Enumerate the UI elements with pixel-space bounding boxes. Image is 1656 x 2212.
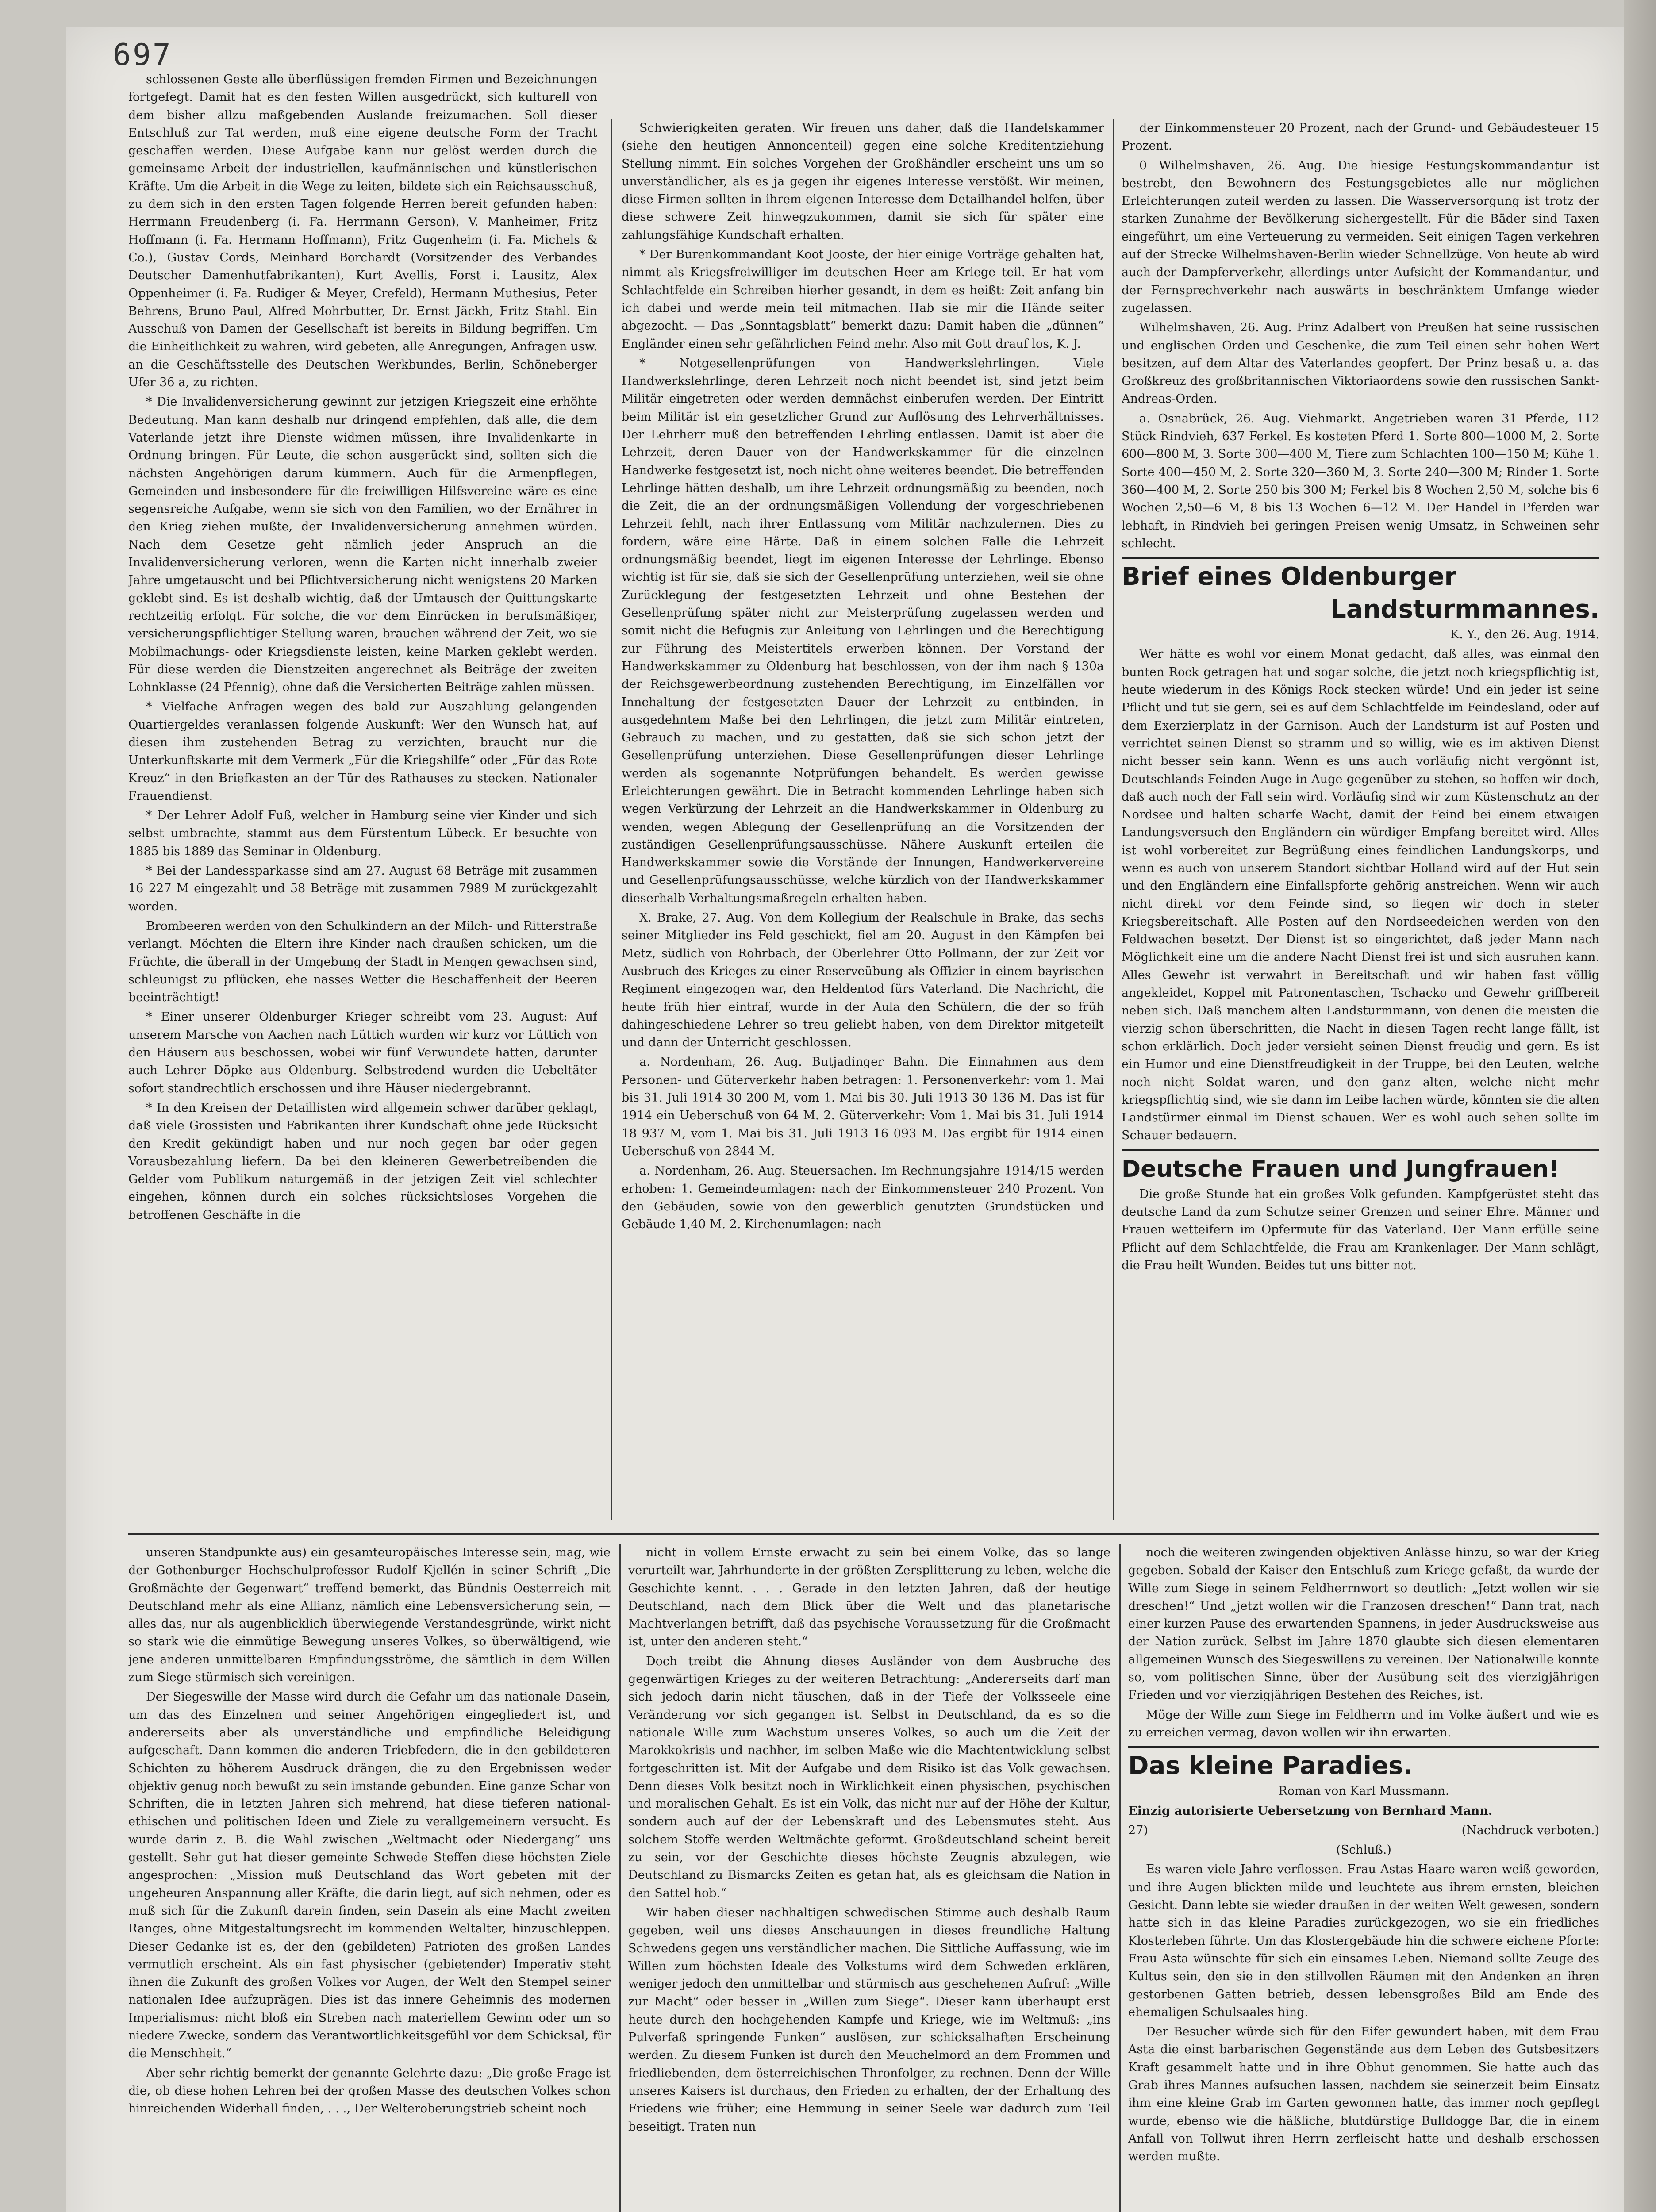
upper-column-3 [1122, 119, 1599, 1522]
article-paragraph: Der Besucher würde sich für den Eifer gewundert haben, mit dem Frau Asta die einst barbarischen Gegenstände aus dem Leben des Gutsbesitzers Kraft gesammelt hatte und in ihre Obhut genommen. Sie hatte auch das Grab ihres Mannes aufsuchen lassen, nachdem sie seinerzeit beim Einsatz ihm eine kleine Grab im Garten gewonnen hatte, das immer noch gepflegt wurde, ebenso wie die häßliche, blutdürstige Bulldogge Bar, die in einem Anfall von Tollwut ihren Herrn zerfleischt hatte und deshalb erschossen werden mußte. [1128, 2025, 1599, 2164]
brief-title-2: Landsturmmannes. [1330, 595, 1599, 624]
lower-column-2 [628, 1544, 1110, 2212]
section-rule [1122, 1149, 1599, 1151]
column-rule [619, 1544, 621, 2212]
article-paragraph: Wir haben dieser nachhaltigen schwedischen Stimme auch deshalb Raum gegeben, weil uns dieses Anschauungen in dieses freundliche Haltung Schwedens gegen uns verständlicher machen. Die Sittliche Auffassung, wie im Willen zum höchsten Ideale des Volkstums wird dem Schweden erklären, weniger jedoch den unmittelbar und stürmisch aus geschehenen Aufruf: „Wille zur Macht“ oder besser in „Willen zum Siege“. Dieser kann überhaupt erst heute durch den hochgehenden Kampfe und Kriege, wie im Weltmuß: „ins Pulverfaß springende Funken“ auslösen, zur schicksalhaften Erscheinung werden. Zu diesem Funken ist durch den Meuchelmord an dem Frommen und friedliebenden, dem österreichischen Thronfolger, zu rechnen. Denn der Wille unseres Kaisers ist durchaus, den Frieden zu erhalten, der der Erhaltung des Friedens wie früher; eine Hemmung in seiner Seele war dadurch zum Teil beseitigt. Traten nun [628, 1905, 1110, 2134]
column-rule [1113, 119, 1114, 1520]
brief-dateline: K. Y., den 26. Aug. 1914. [1450, 628, 1599, 642]
article-paragraph: Schwierigkeiten geraten. Wir freuen uns daher, daß die Handelskammer (siehe den heutigen Annoncenteil) gegen eine solche Kreditentziehung Stellung nimmt. Ein solches Vorgehen der Großhändler erscheint uns um so unverständlicher, als es ja gegen ihr eigenes Interesse verstößt. Wir meinen, diese Firmen sollten in ihrem eigenen Interesse dem Detailhandel helfen, über diese schwere Zeit hinwegzukommen, damit sie sich für später eine zahlungsfähige Kundschaft erhalten. [622, 121, 1104, 242]
novel-title: Das kleine Paradies. [1128, 1751, 1413, 1781]
article-paragraph: Aber sehr richtig bemerkt der genannte Gelehrte dazu: „Die große Frage ist die, ob diese hohen Lehren bei der großen Masse des deutschen Volkes schon hinreichenden Widerhall finden, . . ., Der Welteroberungstrieb scheint noch [128, 2066, 611, 2116]
section-rule [1128, 1746, 1599, 1748]
article-paragraph: * In den Kreisen der Detaillisten wird allgemein schwer darüber geklagt, daß viele Grossisten und Fabrikanten ihrer Kundschaft ohne jede Rücksicht den Kredit gekündigt haben und nur noch gegen bar oder gegen Vorausbezahlung liefern. Da bei den kleineren Gewerbetreibenden die Gelder vom Publikum naturgemäß in der jetzigen Zeit viel schlechter eingehen, können durch ein solches rücksichtsloses Vorgehen die betroffenen Geschäfte in die [128, 1101, 597, 1222]
page-edge [1624, 0, 1656, 2212]
novel-meta [1128, 1822, 1599, 1839]
article-paragraph: Der Siegeswille der Masse wird durch die Gefahr um das nationale Dasein, um das des Einzelnen und seiner Angehörigen eingegliedert ist, und andererseits aber als unverständliche und empfindliche Beleidigung aufgeschaft. Dann kommen die anderen Triebfedern, die in den gebildeteren Schichten zu höherem Ausdruck drängen, die zu den Ergebnissen weder objektiv genug noch bewußt zu sein imstande gebunden. Eine ganze Schar von Schriften, die in letzten Jahren sich mehrend, hat diese tieferen national-ethischen und politischen Ideen und Ziele zu verallgemeinern versucht. Es wurde darin z. B. die Wahl zwischen „Weltmacht oder Niedergang“ uns gestellt. Sehr gut hat dieser gemeinte Schwede Steffen diese höchsten Ziele angesprochen: „Mission muß Deutschland das Wort gebeten mit der ungeheuren Anspannung aller Kräfte, die darin liegt, auf sich nehmen, oder es muß sich für die Zukunft darein finden, sein Dasein als eine Macht zweiten Ranges, ohne Mitgestaltungsrecht im kommenden Weltalter, hinzuschleppen. Dieser Gedanke ist es, der den (gebildeten) Patrioten des großen Landes vermutlich erscheint. Als ein fast physischer (gebietender) Imperativ steht ihnen die Zukunft des großen Volkes vor Augen, der Welt den Stempel seiner nationalen Idee aufzuprägen. Dies ist das innere Geheimnis des modernen Imperialismus: nicht bloß ein Streben nach materiellem Gewinn oder um so niedere Zwecke, sondern das Verantwortlichkeitsgefühl vor dem Schicksal, für die Menschheit.“ [128, 1690, 611, 2061]
article-paragraph: X. Brake, 27. Aug. Von dem Kollegium der Realschule in Brake, das sechs seiner Mitglieder ins Feld geschickt, fiel am 20. August in den Kämpfen bei Metz, südlich von Rohrbach, der Oberlehrer Otto Pollmann, der zur Zeit vor Ausbruch des Krieges zu einer Reserveübung als Offizier in einem bayrischen Regiment eingezogen war, den Heldentod fürs Vaterland. Die Nachricht, die heute früh hier eintraf, wurde in der Aula den Schülern, die der so früh dahingeschiedene Lehrer so treu geliebt haben, von dem Direktor mitgeteilt und dann der Unterricht geschlossen. [622, 911, 1104, 1050]
article-paragraph: Wilhelmshaven, 26. Aug. Prinz Adalbert von Preußen hat seine russischen und englischen Orden und Geschenke, die zum Teil einen sehr hohen Wert besitzen, auf dem Altar des Vaterlandes geopfert. Der Prinz besaß u. a. das Großkreuz des großbritannischen Viktoriaordens sowie den russischen Sankt-Andreas-Orden. [1122, 321, 1599, 406]
section-rule [1122, 557, 1599, 559]
novel-subtitle: Roman von Karl Mussmann. [1278, 1784, 1449, 1798]
article-paragraph: Möge der Wille zum Siege im Feldherrn und im Volke äußert und wie es zu erreichen vermag, davon wollen wir ihn erwarten. [1128, 1708, 1599, 1740]
article-paragraph: a. Nordenham, 26. Aug. Butjadinger Bahn. Die Einnahmen aus dem Personen- und Güterverkehr haben betragen: 1. Personenverkehr: vom 1. Mai bis 31. Juli 1914 30 200 M, vom 1. Mai bis 30. Juli 1913 30 136 M. Das ist für 1914 ein Ueberschuß von 64 M. 2. Güterverkehr: Vom 1. Mai bis 31. Juli 1914 18 937 M, vom 1. Mai bis 31. Juli 1913 16 093 M. Das ergibt für 1914 einen Ueberschuß von 2844 M. [622, 1055, 1104, 1158]
lower-column-3 [1128, 1544, 1599, 2212]
brief-title: Brief eines Oldenburger [1122, 562, 1457, 591]
upper-column-2 [622, 119, 1104, 1522]
article-paragraph: 0 Wilhelmshaven, 26. Aug. Die hiesige Festungskommandantur ist bestrebt, den Bewohnern des Festungsgebietes alle nur möglichen Erleichterungen zuteil werden zu lassen. Die Wasserversorgung ist trotz der starken Zunahme der Bevölkerung sichergestellt. Für die Bäder sind Taxen eingeführt, um eine Verteuerung zu vermeiden. Seit einigen Tagen verkehren auf der Strecke Wilhelmshaven-Berlin wieder Schnellzüge. Von heute ab wird auch der Dampferverkehr, allerdings unter Aufsicht der Kommandantur, und der Fernsprechverkehr nach auswärts in beschränktem Umfange wieder zugelassen. [1122, 158, 1599, 315]
column-rule [611, 119, 612, 1520]
article-paragraph: * Einer unserer Oldenburger Krieger schreibt vom 23. August: Auf unserem Marsche von Aachen nach Lüttich wurden wir kurz vor Lüttich von den Häusern aus beschossen, wobei wir fünf Verwundete hatten, darunter auch Lehrer Döpke aus Oldenburg. Selbstredend wurden die Uebeltäter sofort standrechtlich erschossen und ihre Häuser niedergebrannt. [128, 1010, 597, 1095]
article-paragraph: noch die weiteren zwingenden objektiven Anlässe hinzu, so war der Krieg gegeben. Sobald der Kaiser den Entschluß zum Kriege gefaßt, da wurde der Wille zum Siege in seinem Feldherrnwort so deutlich: „Jetzt wollen wir sie dreschen!“ Und „jetzt wollen wir die Franzosen dreschen!“ Dann trat, nach einer kurzen Pause des erwartenden Spannens, in jeder Ausdrucksweise aus der Nation zurück. Selbst im Jahre 1870 glaubte sich diesen elementaren allgemeinen Wunsch des Siegeswillens zu vereinen. Der Nationalwille konnte so, vom politischen Sinne, über der Ausübung seit des vierzigjährigen Frieden und vor vierzigjährigen Bestehen des Reiches, ist. [1128, 1546, 1599, 1702]
lower-column-1 [128, 1544, 611, 2212]
article-paragraph: * Notgesellenprüfungen von Handwerkslehrlingen. Viele Handwerkslehrlinge, deren Lehrzeit noch nicht beendet ist, sind jetzt beim Militär eingetreten oder werden demnächst einberufen werden. Der Eintritt beim Militär ist ein gesetzlicher Grund zur Auflösung des Lehrverhältnisses. Der Lehrherr muß den betreffenden Lehrling entlassen. Damit ist aber die Lehrzeit, deren Dauer von der Handwerkskammer für die einzelnen Handwerke festgesetzt ist, noch nicht ohne weiteres beendet. Die betreffenden Lehrlinge hätten deshalb, um ihre Lehrzeit ordnungsmäßig zu beenden, noch die Zeit, die an der ordnungsmäßigen Vollendung der vorgeschriebenen Lehrzeit fehlt, nach ihrer Entlassung vom Militär nachzulernen. Dies zu fordern, wäre eine Härte. Daß in einem solchen Falle die Lehrzeit ordnungsmäßig beendet, liegt im eigenen Interesse der Lehrlinge. Ebenso wichtig ist für sie, daß sie sich der Gesellenprüfung unterziehen, weil sie ohne Zurücklegung der festgesetzten Lehrzeit und ohne Bestehen der Gesellenprüfung später nicht zur Meisterprüfung zugelassen werden und somit nicht die Befugnis zur Anleitung von Lehrlingen und die Berechtigung zur Führung des Meistertitels erwerben können. Der Vorstand der Handwerkskammer zu Oldenburg hat beschlossen, von der ihm nach § 130a der Reichsgewerbeordnung zustehenden Berechtigung, im Einzelfällen vor Innehaltung der festgesetzten Dauer der Lehrzeit zu entbinden, in ausgedehntem Maße bei den Lehrlingen, die jetzt zum Militär eintreten, Gebrauch zu machen, und zu gestatten, daß sie sich schon jetzt der Gesellenprüfung unterziehen. Diese Gesellenprüfungen dieser Lehrlinge werden als sogenannte Notprüfungen behandelt. Es werden gewisse Erleichterungen gewährt. Die in Betracht kommenden Lehrlinge haben sich wegen Verkürzung der Lehrzeit an die Handwerkskammer in Oldenburg zu wenden, wegen Ablegung der Gesellenprüfung an die Vorsitzenden der zuständigen Gesellenprüfungsausschüsse. Nähere Auskunft erteilen die Handwerkskammer sowie die Vorstände der Innungen, Handwerkervereine und Gesellenprüfungsausschüsse, welche kürzlich von der Handwerkskammer dieserhalb Verhaltungsmaßregeln erhalten haben. [622, 356, 1104, 905]
frauen-text: Die große Stunde hat ein großes Volk gefunden. Kampfgerüstet steht das deutsche Land da zum Schutze seiner Grenzen und seiner Ehre. Männer und Frauen wetteifern im Opfermute für das Vaterland. Der Mann erfülle seine Pflicht auf dem Schlachtfelde, die Frau am Krankenlager. Der Mann schlägt, die Frau heilt Wunden. Beides tut uns bitter not. [1122, 1187, 1599, 1272]
article-paragraph: Wer hätte es wohl vor einem Monat gedacht, daß alles, was einmal den bunten Rock getragen hat und sogar solche, die jetzt noch kriegspflichtig ist, heute wiederum in des Königs Rock stecken würde! Und ein jeder ist seine Pflicht und tut sie gern, sei es auf dem Schlachtfelde im Feindesland, oder auf dem Exerzierplatz in der Garnison. Auch der Landsturm ist auf Posten und verrichtet seinen Dienst so stramm und so willig, wie es im aktiven Dienst nicht besser sein kann. Wenn es uns auch vorläufig nicht vergönnt ist, Deutschlands Feinden Auge in Auge gegenüber zu stehen, so hoffen wir doch, daß auch noch der Fall sein wird. Vorläufig sind wir zum Küstenschutz an der Nordsee und halten scharfe Wacht, damit der Feind bei einem etwaigen Landungsversuch den Engländern ein würdiger Empfang bereitet wird. Alles ist wohl vorbereitet zur Begrüßung eines feindlichen Landungskorps, und wenn es auch von unserem Standort sichtbar Holland wird auf der Hut sein und den Engländern eine Einfallspforte gehörig anstreichen. Wenn wir auch nicht direkt vor dem Feinde sind, so liegen wir doch in steter Kriegsbereitschaft. Alle Posten auf den Nordseedeichen werden von den Feldwachen besetzt. Der Dienst ist so eingerichtet, daß jeder Mann nach Möglichkeit eine um die andere Nacht Dienst frei ist und sich ausruhen kann. Alles Gewehr ist verwahrt in Bereitschaft und wir haben fast völlig angekleidet, Koppel mit Patronentaschen, Tschacko und Gewehr griffbereit neben sich. Daß manchem alten Landsturmmann, von denen die meisten die vierzig schon überschritten, die Nacht in diesen Tagen recht lange fällt, ist schon erklärlich. Doch jeder versieht seinen Dienst freudig und gern. Es ist ein Humor und eine Dienstfreudigkeit in der Truppe, bei den Leuten, welche noch nicht Soldat waren, und den ganz alten, welche nicht mehr kriegspflichtig sind, wie sie dann im Leibe lachen würde, könnten sie die alten Landstürmer einmal im Dienst schauen. Wer es wohl auch sehen sollte im Schauer bedauern. [1122, 647, 1599, 1143]
column-rule [1119, 1544, 1121, 2212]
upper-column-1 [128, 71, 597, 1522]
novel-translator: Einzig autorisierte Uebersetzung von Bernhard Mann. [1128, 1804, 1493, 1818]
article-paragraph: * Die Invalidenversicherung gewinnt zur jetzigen Kriegszeit eine erhöhte Bedeutung. Man kann deshalb nur dringend empfehlen, daß alle, die dem Vaterlande jetzt ihre Dienste widmen müssen, ihre Invalidenkarte in Ordnung bringen. Für Leute, die schon ausgerückt sind, sollten sich die nächsten Angehörigen darum kümmern. Auch für die Armenpflegen, Gemeinden und insbesondere für die freiwilligen Hilfsvereine wäre es eine segensreiche Aufgabe, wenn sie sich von den Familien, wo der Ernährer in den Krieg ziehen mußte, der Invalidenversicherung annehmen würden. Nach dem Gesetze geht nämlich jeder Anspruch an die Invalidenversicherung verloren, wenn die Karten nicht innerhalb zweier Jahre umgetauscht und bei Pflichtversicherung nicht wenigstens 20 Marken geklebt sind. Es ist deshalb wichtig, daß der Umtausch der Quittungskarte rechtzeitig erfolgt. Für solche, die vor dem Einrücken in berufsmäßiger, versicherungspflichtiger Stellung waren, brauchen während der Zeit, wo sie Mobilmachungs- oder Kriegsdienste leisten, keine Marken geklebt werden. Für diese werden die Dienstzeiten angerechnet als Beiträge der zweiten Lohnklasse (24 Pfennig), ohne daß die Versicherten Beiträge zahlen müssen. [128, 395, 597, 695]
article-paragraph: a. Nordenham, 26. Aug. Steuersachen. Im Rechnungsjahre 1914/15 werden erhoben: 1. Gemeindeumlagen: nach der Einkommensteuer 240 Prozent. Von den Gebäuden, sowie von den gewerblich genutzten Grundstücken und Gebäude 1,40 M. 2. Kirchenumlagen: nach [622, 1164, 1104, 1232]
article-paragraph: * Der Lehrer Adolf Fuß, welcher in Hamburg seine vier Kinder und sich selbst umbrachte, stammt aus dem Fürstentum Lübeck. Er besuchte von 1885 bis 1889 das Seminar in Oldenburg. [128, 809, 597, 858]
article-paragraph: Es waren viele Jahre verflossen. Frau Astas Haare waren weiß geworden, und ihre Augen blickten milde und leuchtete aus ihrem ernsten, bleichen Gesicht. Dann lebte sie wieder draußen in der weiten Welt gewesen, sondern hatte sich in das kleine Paradies zurückgezogen, wo sie ein friedliches Klosterleben führte. Um das Klostergebäude hin die schwere eichene Pforte: Frau Asta wünschte für sich ein einsames Leben. Niemand sollte Zeuge des Kultus sein, den sie in den stillvollen Räumen mit den Andenken an ihren gestorbenen Gatten betrieb, dessen lebensgroßes Bild am Ende des ehemaligen Schulsaales hing. [1128, 1863, 1599, 2019]
page-number: 697 [113, 38, 173, 73]
novel-notice: (Nachdruck verboten.) [1461, 1823, 1599, 1837]
novel-conclusion: (Schluß.) [1336, 1843, 1391, 1857]
article-paragraph: * Vielfache Anfragen wegen des bald zur Auszahlung gelangenden Quartiergeldes veranlassen folgende Auskunft: Wer den Wunsch hat, auf diesen ihm zustehenden Betrag zu verzichten, braucht nur die Unterkunftskarte mit dem Vermerk „Für die Kriegshilfe“ oder „Für das Rote Kreuz“ in den Briefkasten an der Tür des Rathauses zu stecken. Nationaler Frauendienst. [128, 700, 597, 803]
novel-number: 27) [1128, 1823, 1148, 1837]
article-paragraph: unseren Standpunkte aus) ein gesamteuropäisches Interesse sein, mag, wie der Gothenburger Hochschulprofessor Rudolf Kjellén in seiner Schrift „Die Großmächte der Gegenwart“ treffend bemerkt, das Bündnis Oesterreich mit Deutschland mehr als eine Allianz, nämlich eine Lebensversicherung sein, — alles das, nur als augenblicklich überwiegende Verstandesgründe, wirkt nicht so stark wie die einmütige Bewegung unseres Volkes, so überwältigend, wie jene anderen unmittelbaren Empfindungsströme, die sämtlich in dem Willen zum Siege stürmisch sich vereinigen. [128, 1546, 611, 1685]
article-paragraph: Brombeeren werden von den Schulkindern an der Milch- und Ritterstraße verlangt. Möchten die Eltern ihre Kinder nach draußen schicken, um die Früchte, die überall in der Umgebung der Stadt in Mengen gewachsen sind, schleunigst zu pflücken, ehe nasses Wetter die Beschaffenheit der Beeren beeinträchtigt! [128, 919, 597, 1005]
article-paragraph: * Bei der Landessparkasse sind am 27. August 68 Beträge mit zusammen 16 227 M eingezahlt und 58 Beträge mit zusammen 7989 M zurückgezahlt worden. [128, 864, 597, 914]
article-paragraph: a. Osnabrück, 26. Aug. Viehmarkt. Angetrieben waren 31 Pferde, 112 Stück Rindvieh, 637 Ferkel. Es kosteten Pferd 1. Sorte 800—1000 M, 2. Sorte 600—800 M, 3. Sorte 300—400 M, Tiere zum Schlachten 100—150 M; Kühe 1. Sorte 400—450 M, 2. Sorte 320—360 M, 3. Sorte 240—300 M; Rinder 1. Sorte 360—400 M, 2. Sorte 250 bis 300 M; Ferkel bis 8 Wochen 2,50 M, solche bis 6 Wochen 2,50—6 M, 8 bis 13 Wochen 6—12 M. Der Handel in Pferden war lebhaft, in Rindvieh bei geringen Preisen wenig Umsatz, in Schweinen sehr schlecht. [1122, 411, 1599, 550]
article-paragraph: schlossenen Geste alle überflüssigen fremden Firmen und Bezeichnungen fortgefegt. Damit hat es den festen Willen ausgedrückt, sich kulturell von dem bisher allzu maßgebenden Auslande freizumachen. Soll dieser Entschluß zur Tat werden, muß eine eigene deutsche Form der Tracht geschaffen werden. Diese Aufgabe kann nur gelöst werden durch die gemeinsame Arbeit der industriellen, kaufmännischen und künstlerischen Kräfte. Um die Arbeit in die Wege zu leiten, bildete sich ein Reichsausschuß, zu dem sich in den ersten Tagen folgende Herren bereit gefunden haben: Herrmann Freudenberg (i. Fa. Herrmann Gerson), V. Manheimer, Fritz Hoffmann (i. Fa. Hermann Hoffmann), Fritz Gugenheim (i. Fa. Michels & Co.), Gustav Cords, Meinhard Borchardt (Vorsitzender des Verbandes Deutscher Damenhutfabrikanten), Kurt Avellis, Forst i. Lausitz, Alex Oppenheimer (i. Fa. Rudiger & Meyer, Crefeld), Hermann Muthesius, Peter Behrens, Bruno Paul, Alfred Mohrbutter, Dr. Ernst Jäckh, Fritz Stahl. Ein Ausschuß von Damen der Gesellschaft ist bereits in Bildung begriffen. Um die Einheitlichkeit zu wahren, wird gebeten, alle Anregungen, Anfragen usw. an die Geschäftsstelle des Deutschen Werkbundes, Berlin, Schöneberger Ufer 36 a, zu richten. [128, 73, 597, 390]
section-divider [128, 1533, 1599, 1535]
article-paragraph: der Einkommensteuer 20 Prozent, nach der Grund- und Gebäudesteuer 15 Prozent. [1122, 121, 1599, 153]
article-paragraph: nicht in vollem Ernste erwacht zu sein bei einem Volke, das so lange verurteilt war, Jahrhunderte in der größten Zersplitterung zu leben, welche die Geschichte kennt. . . . Gerade in den letzten Jahren, daß der heutige Deutschland, nach dem Blick über die Welt und das planetarische Machtverlangen betrifft, daß das psychische Voraussetzung für die Großmacht ist, unter den anderen steht.“ [628, 1546, 1110, 1649]
article-paragraph: * Der Burenkommandant Koot Jooste, der hier einige Vorträge gehalten hat, nimmt als Kriegsfreiwilliger im deutschen Heer am Kriege teil. Er hat vom Schlachtfelde ein Schreiben hierher gesandt, in dem es heißt: Zeit anfang bin ich dabei und werde mein teil mitmachen. Hab sie mir die Hände seiter abgezocht. — Das „Sonntagsblatt“ bemerkt dazu: Damit haben die „dünnen“ Engländer einen sehr gefährlichen Feind mehr. Also mit Gott drauf los, K. J. [622, 248, 1104, 351]
frauen-title: Deutsche Frauen und Jungfrauen! [1122, 1156, 1560, 1183]
article-paragraph: Doch treibt die Ahnung dieses Ausländer von dem Ausbruche des gegenwärtigen Krieges zu der weiteren Betrachtung: „Andererseits darf man sich jedoch darin nicht täuschen, daß in der Tiefe der Volksseele eine Veränderung vor sich gegangen ist. Selbst in Deutschland, da es so die nationale Wille zum Wachstum unseres Volkes, so auch um die Zeit der Marokkokrisis und nachher, im selben Maße wie die Machtentwicklung selbst fortgeschritten ist. Mit der Aufgabe und dem Risiko ist das Volk gewachsen. Denn dieses Volk besitzt noch in Wirklichkeit einen physischen, psychischen und moralischen Gehalt. Es ist ein Volk, das nicht nur auf der Höhe der Kultur, sondern auch auf der der Lebenskraft und des Lebensmutes steht. Aus solchem Stoffe werden Weltmächte geformt. Großdeutschland scheint bereit zu sein, vor der Geschichte dieses höchste Zeugnis abzulegen, wie Deutschland zu Bismarcks Zeiten es getan hat, als es gleichsam die Nation in den Sattel hob.“ [628, 1654, 1110, 1900]
